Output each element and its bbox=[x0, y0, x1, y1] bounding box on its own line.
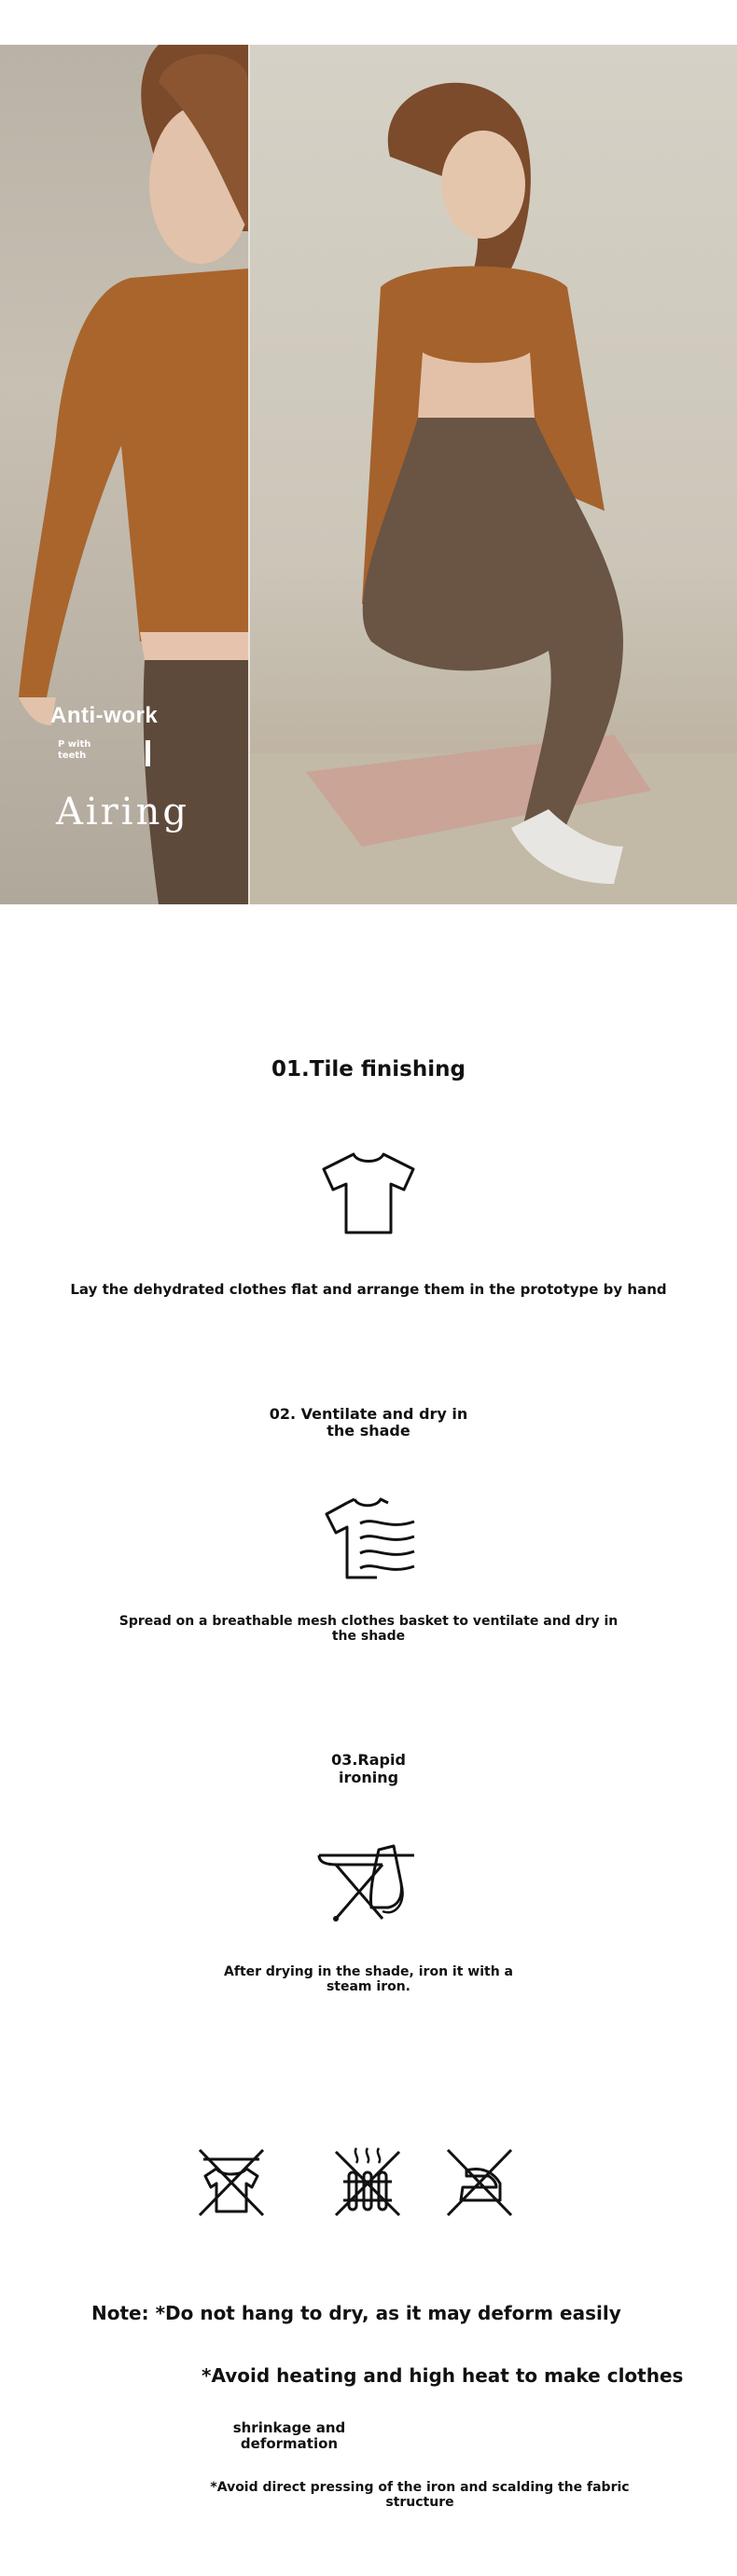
step-3-description: After drying in the shade, iron it with a steam iron. bbox=[224, 1964, 513, 1994]
step-3-title: 03.Rapid ironing bbox=[331, 1751, 406, 1786]
no-iron-icon bbox=[446, 2148, 513, 2217]
model-kneeling-illustration bbox=[250, 45, 737, 904]
no-hang-dry-icon bbox=[198, 2148, 265, 2217]
note-line-2: *Avoid heating and high heat to make clothes bbox=[202, 2364, 684, 2387]
hero-title: Anti-work bbox=[50, 703, 159, 728]
hero-image bbox=[0, 45, 737, 904]
hero-panel-right bbox=[250, 45, 737, 904]
note-line-3: shrinkage and deformation bbox=[232, 2419, 346, 2452]
ironing-board-icon bbox=[317, 1846, 420, 1924]
hero-accent-bar bbox=[146, 740, 150, 766]
step-2-description: Spread on a breathable mesh clothes basket to ventilate and dry in the shade bbox=[118, 1614, 619, 1644]
tshirt-icon bbox=[320, 1150, 417, 1236]
note-line-1: Note: *Do not hang to dry, as it may deform easily bbox=[91, 2302, 621, 2324]
step-2-title: 02. Ventilate and dry in the shade bbox=[269, 1405, 468, 1440]
hero-panel-left bbox=[0, 45, 248, 904]
step-1-title: 01.Tile finishing bbox=[271, 1057, 466, 1081]
tshirt-wind-icon bbox=[323, 1495, 416, 1581]
model-side-illustration bbox=[0, 45, 248, 904]
step-1-description: Lay the dehydrated clothes flat and arrange them in the prototype by hand bbox=[70, 1281, 667, 1298]
no-heating-icon bbox=[334, 2144, 401, 2217]
hero-brand: Airing bbox=[56, 791, 189, 833]
note-line-4: *Avoid direct pressing of the iron and scalding the fabric structure bbox=[210, 2480, 630, 2510]
hero-small-text: P with teeth bbox=[58, 739, 91, 761]
